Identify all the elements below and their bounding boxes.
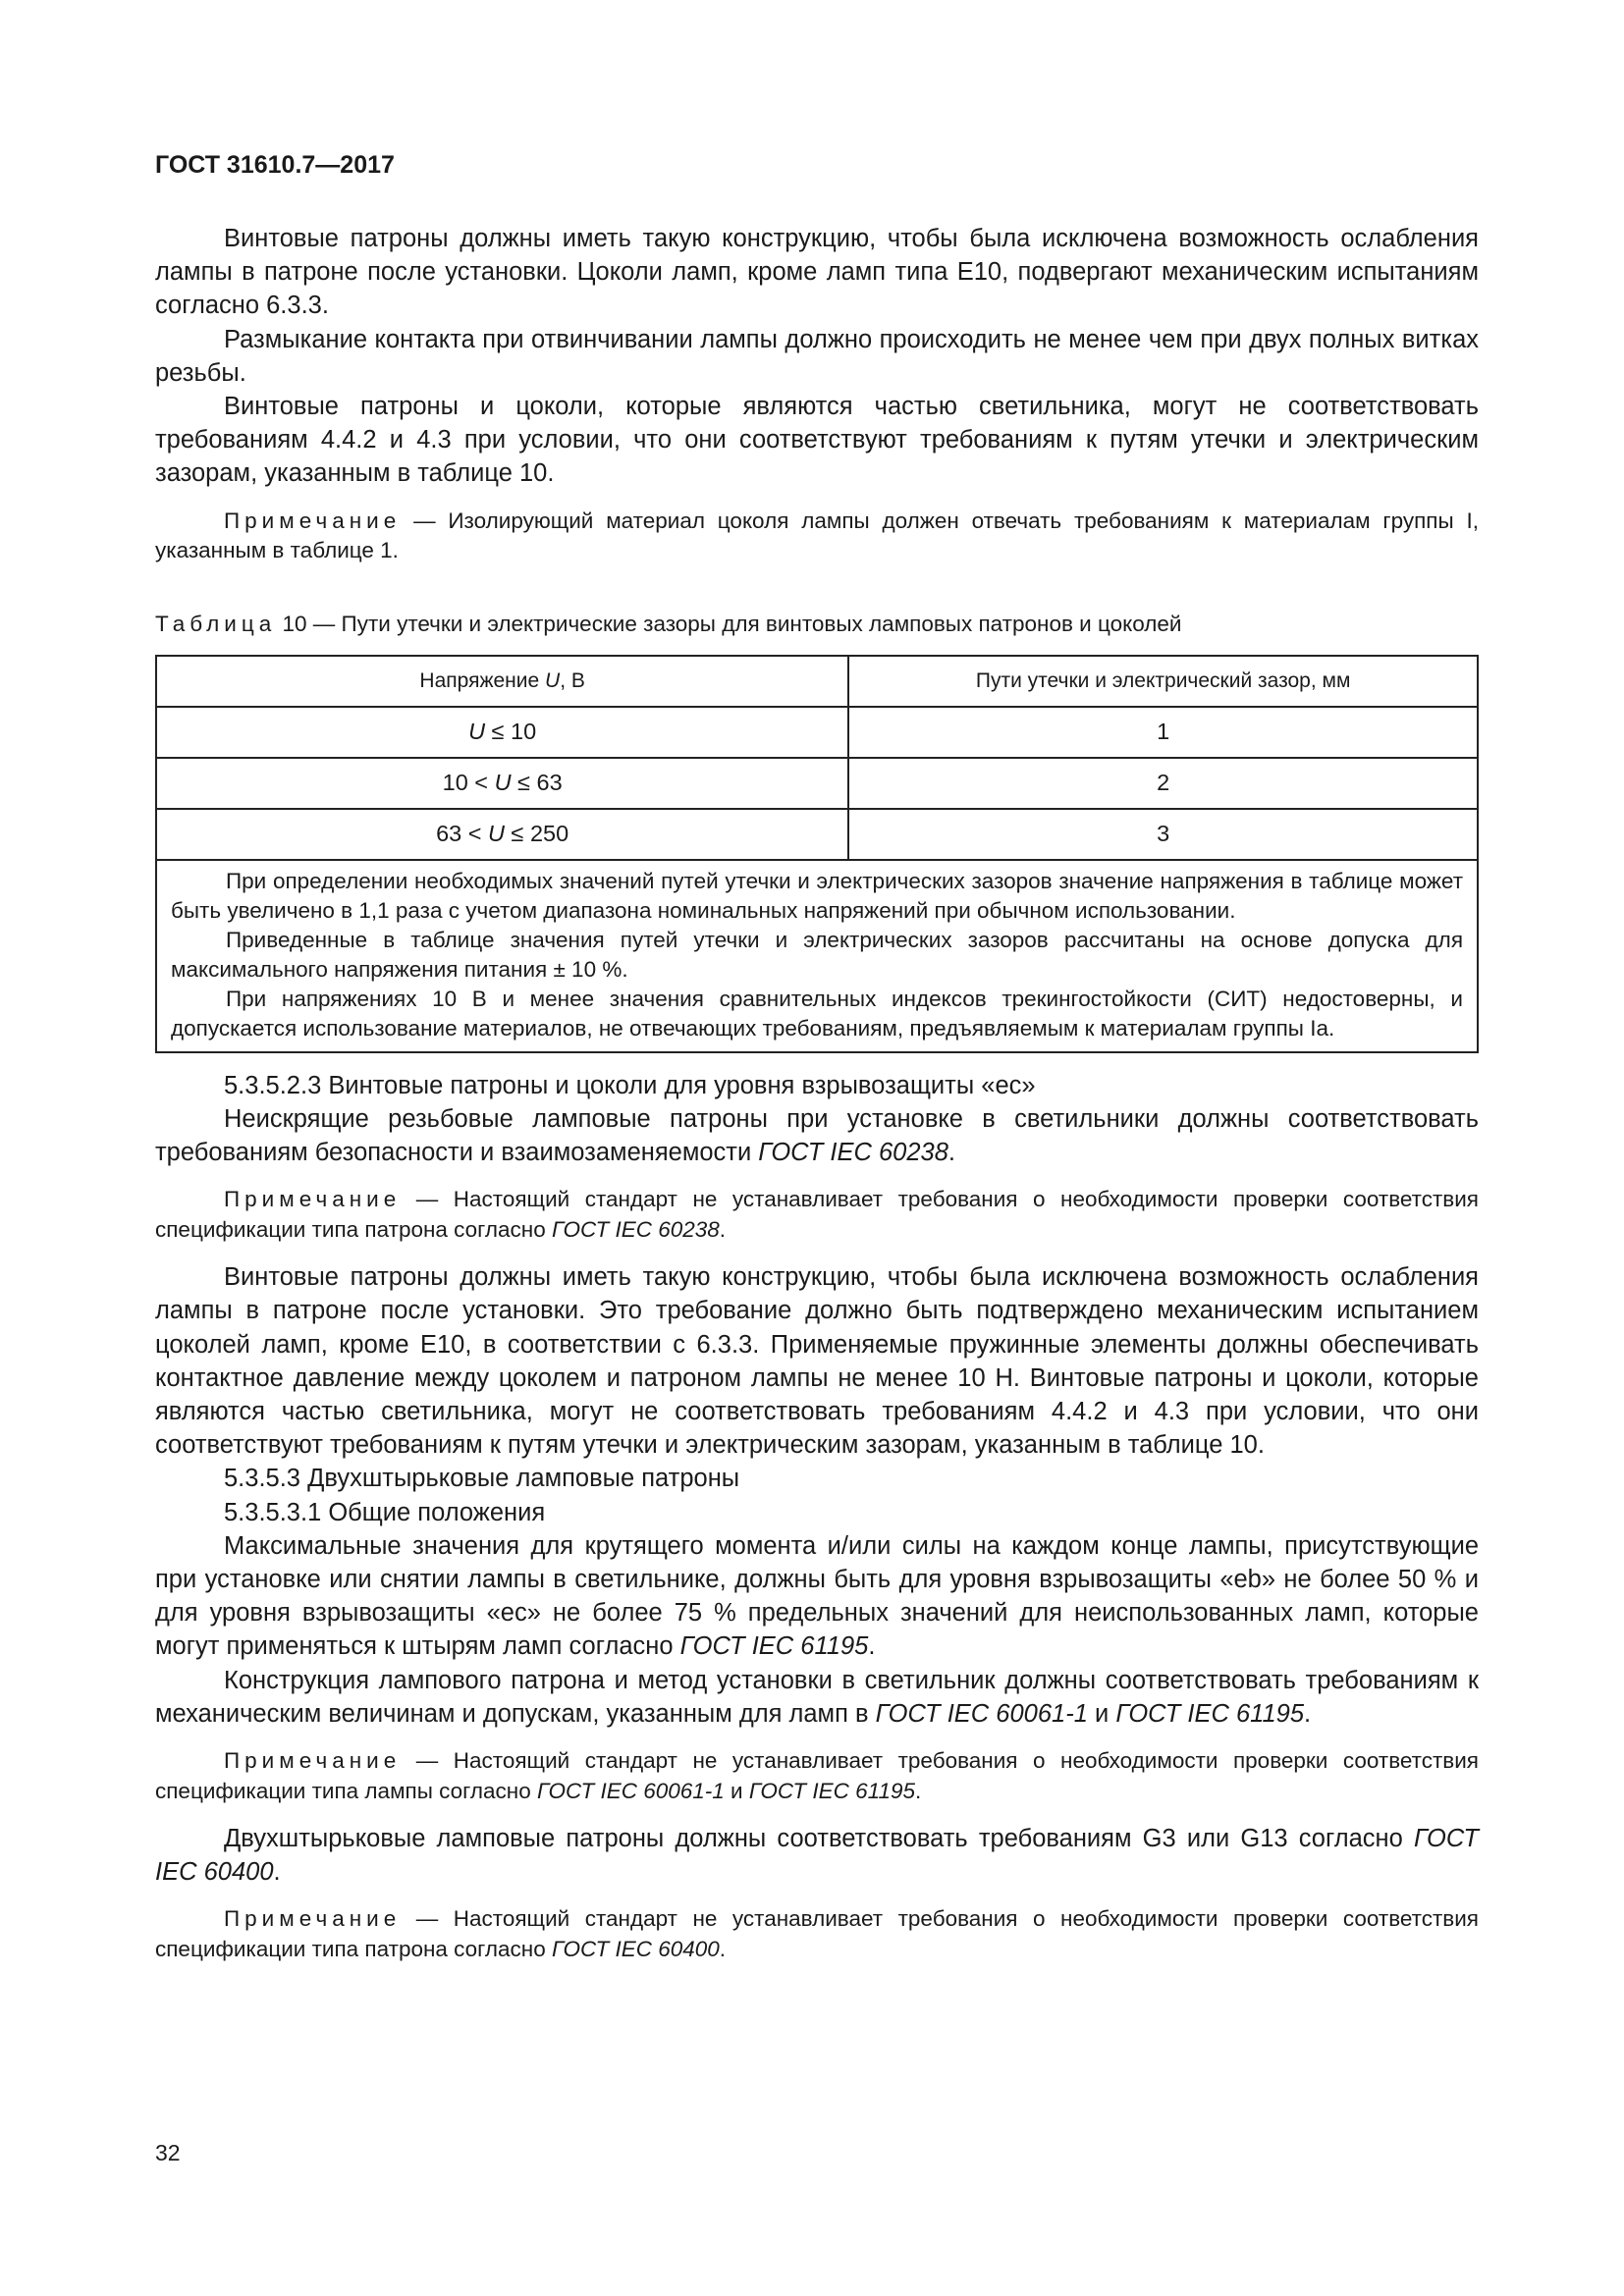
col-header-voltage — [156, 656, 848, 707]
document-header: ГОСТ 31610.7—2017 — [155, 151, 395, 179]
note-2 — [155, 1185, 1479, 1245]
voltage-cell — [156, 758, 848, 809]
voltage-prefix: 63 < — [436, 821, 489, 847]
section-5-3-5-2-3-paragraph-2: Винтовые патроны должны иметь такую конструкцию, чтобы была исключена возможность ослабления лампы в патроне после установки. Это требование должно быть подтверждено механическим испытанием цоколей ламп, кроме E10, в соответствии с 6.3.3. Применяемые пружинные элементы должны обеспечивать контактное давление между цоколем и патроном лампы не менее 10 Н. Винтовые патроны и цоколи, которые являются частью светильника, могут не соответствовать требованиям 4.4.2 и 4.3 при условии, что они соответствуют требованиям к путям утечки и электрическим зазорам, указанным в таблице 10. — [155, 1263, 1479, 1460]
section-5-3-5-3-title: 5.3.5.3 Двухштырьковые ламповые патроны — [224, 1465, 740, 1493]
note-label: Примечание — [224, 1187, 402, 1212]
col-header-voltage-unit: , В — [560, 668, 585, 692]
table-row — [156, 809, 1478, 860]
reference-iec-60061-1: ГОСТ IEC 60061-1 — [875, 1699, 1088, 1728]
table-row — [156, 758, 1478, 809]
note-4-text: — Настоящий стандарт не устанавливает требования о необходимости проверки соответствия спецификации типа патрона согласно — [155, 1906, 1479, 1961]
note-1 — [155, 507, 1479, 566]
section-5-3-5-2-3-paragraph-1 — [155, 1102, 1479, 1169]
paragraph-text: Двухштырьковые ламповые патроны должны соответствовать требованиям G3 или G13 согласно — [224, 1825, 1414, 1853]
period: . — [1304, 1699, 1312, 1728]
clearance-cell: 1 — [848, 707, 1478, 758]
table-caption — [155, 610, 1479, 639]
table-caption-label: Таблица — [155, 611, 277, 636]
voltage-prefix: 10 < — [442, 770, 495, 796]
note-4 — [155, 1904, 1479, 1964]
table-footnotes — [156, 860, 1478, 1052]
note-1-text: — Изолирующий материал цоколя лампы должен отвечать требованиям к материалам группы I, указанным в таблице 1. — [155, 507, 1479, 563]
note-label: Примечание — [224, 1748, 402, 1774]
note-3 — [155, 1746, 1479, 1806]
period: . — [273, 1858, 281, 1887]
reference-iec-60061-1: ГОСТ IEC 60061-1 — [536, 1778, 725, 1803]
section-5-3-5-3-1-paragraph-2 — [155, 1664, 1479, 1731]
col-header-clearance: Пути утечки и электрический зазор, мм — [848, 656, 1478, 707]
clearance-cell: 3 — [848, 809, 1478, 860]
period: . — [947, 1139, 955, 1167]
table-footnote-3: При напряжениях 10 В и менее значения сравнительных индексов трекингостойкости (СИТ) недостоверны, и допускается использование материалов, не отвечающих требованиям, предъявляемым к материалам группы Ia. — [171, 986, 1463, 1041]
reference-iec-60238: ГОСТ IEC 60238 — [758, 1139, 948, 1167]
intro-paragraph-3: Винтовые патроны и цоколи, которые являются частью светильника, могут не соответствовать требованиям 4.4.2 и 4.3 при условии, что они соответствуют требованиям к путям утечки и электрическим зазорам, указанным в таблице 10. — [155, 393, 1479, 488]
voltage-cell — [156, 809, 848, 860]
period: . — [915, 1778, 922, 1803]
table-header-row — [156, 656, 1478, 707]
paragraph-text: Неискрящие резьбовые ламповые патроны при установке в светильники должны соответствовать требованиям безопасности и взаимозаменяемости — [155, 1104, 1479, 1167]
table-10 — [155, 655, 1479, 1053]
voltage-suffix: ≤ 10 — [485, 719, 537, 745]
voltage-var: U — [494, 770, 512, 796]
section-5-3-5-3-1-paragraph-1 — [155, 1529, 1479, 1664]
col-header-voltage-var: U — [545, 668, 561, 692]
reference-iec-60238: ГОСТ IEC 60238 — [551, 1216, 720, 1242]
voltage-suffix: ≤ 250 — [505, 821, 569, 847]
table-caption-text: 10 — Пути утечки и электрические зазоры для винтовых ламповых патронов и цоколей — [282, 611, 1182, 636]
section-5-3-5-3-1-title: 5.3.5.3.1 Общие положения — [224, 1498, 546, 1526]
intro-paragraph-1: Винтовые патроны должны иметь такую конструкцию, чтобы была исключена возможность ослабления лампы в патроне после установки. Цоколи ламп, кроме ламп типа E10, подвергают механическим испытаниям согласно 6.3.3. — [155, 225, 1479, 320]
note-label: Примечание — [224, 1906, 402, 1932]
conjunction: и — [724, 1778, 749, 1803]
table-footnote-2: Приведенные в таблице значения путей утечки и электрических зазоров рассчитаны на основе допуска для максимального напряжения питания ± 10 %. — [171, 927, 1463, 982]
reference-iec-61195: ГОСТ IEC 61195 — [679, 1632, 869, 1661]
intro-paragraph-2: Размыкание контакта при отвинчивании лампы должно происходить не менее чем при двух полных витках резьбы. — [155, 325, 1479, 387]
note-2-text: — Настоящий стандарт не устанавливает требования о необходимости проверки соответствия спецификации типа патрона согласно — [155, 1187, 1479, 1242]
paragraph-text: Конструкция лампового патрона и метод установки в светильник должны соответствовать требованиям к механическим величинам и допускам, указанным для ламп в — [155, 1666, 1479, 1728]
paragraph-text: Максимальные значения для крутящего момента и/или силы на каждом конце лампы, присутствующие при установке или снятии лампы в светильнике, должны быть для уровня взрывозащиты «eb» не более 50 % и для уровня взрывозащиты «ес» не более 75 % предельных значений для неиспользованных ламп, которые могут применяться к штырям ламп согласно — [155, 1531, 1479, 1661]
reference-iec-60400: ГОСТ IEC 60400 — [551, 1936, 720, 1961]
voltage-suffix: ≤ 63 — [511, 770, 563, 796]
period: . — [868, 1632, 876, 1661]
page-body — [155, 222, 1479, 1964]
section-5-3-5-2-3-title: 5.3.5.2.3 Винтовые патроны и цоколи для уровня взрывозащиты «ес» — [224, 1071, 1036, 1099]
section-5-3-5-3-1-paragraph-3 — [155, 1822, 1479, 1889]
table-footnote-row — [156, 860, 1478, 1052]
voltage-var: U — [468, 719, 486, 745]
table-row — [156, 707, 1478, 758]
reference-iec-61195: ГОСТ IEC 61195 — [748, 1778, 916, 1803]
table-footnote-1: При определении необходимых значений путей утечки и электрических зазоров значение напряжения в таблице может быть увеличено в 1,1 раза с учетом диапазона номинальных напряжений при обычном использовании. — [171, 868, 1463, 923]
period: . — [719, 1216, 727, 1242]
voltage-var: U — [488, 821, 506, 847]
col-header-voltage-prefix: Напряжение — [419, 668, 546, 692]
conjunction: и — [1087, 1699, 1116, 1728]
page-number: 32 — [155, 2140, 181, 2165]
voltage-cell — [156, 707, 848, 758]
clearance-cell: 2 — [848, 758, 1478, 809]
period: . — [719, 1936, 727, 1961]
reference-iec-61195: ГОСТ IEC 61195 — [1115, 1699, 1305, 1728]
note-3-text: — Настоящий стандарт не устанавливает требования о необходимости проверки соответствия спецификации типа лампы согласно — [155, 1748, 1479, 1803]
reference-iec-60400: ГОСТ IEC 60400 — [155, 1825, 1479, 1887]
note-label: Примечание — [224, 507, 402, 533]
